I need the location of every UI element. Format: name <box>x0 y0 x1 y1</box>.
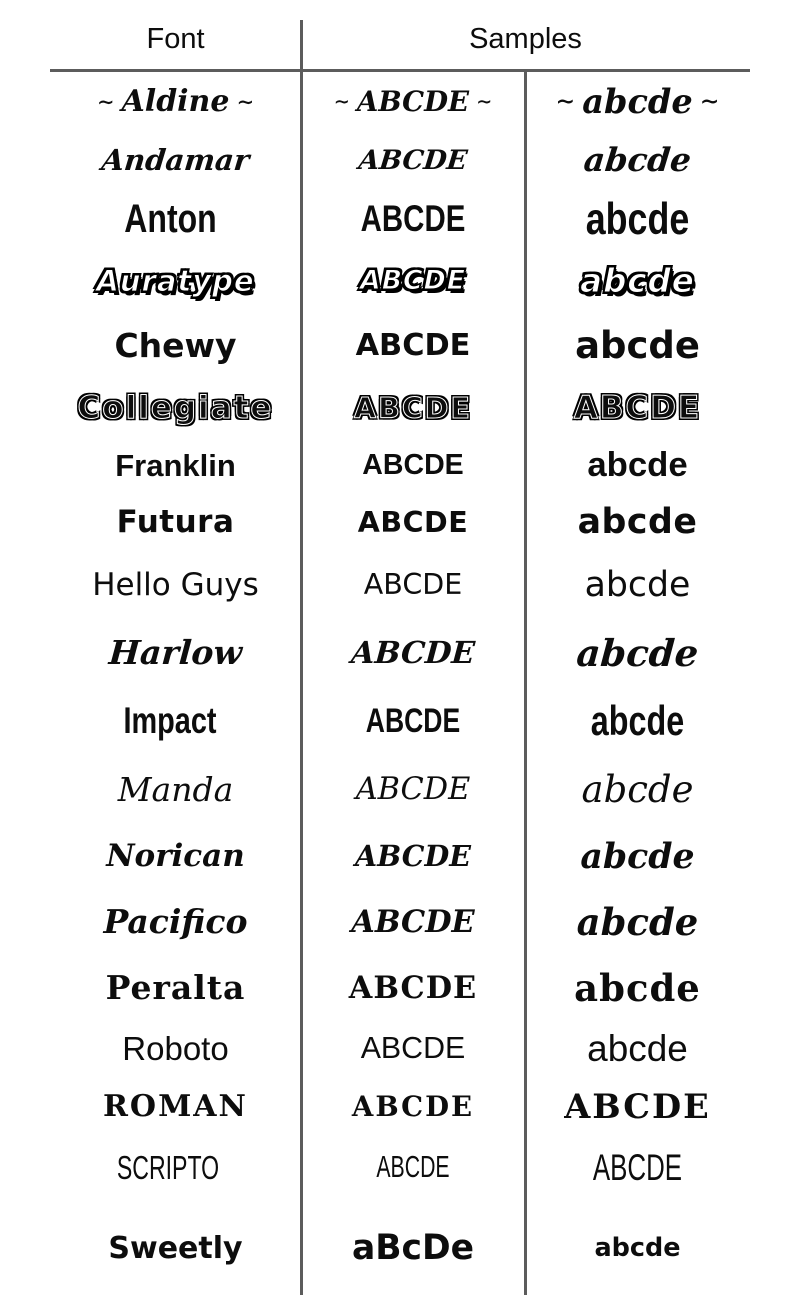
font-row-helloguys <box>0 551 750 618</box>
sample-uppercase-cell: ABCDE <box>360 1031 466 1065</box>
font-row-manda <box>0 755 750 824</box>
font-name-cell: Norican <box>106 838 245 874</box>
sample-uppercase-cell: ABCDE <box>355 327 471 363</box>
sample-uppercase-cell: ABCDE <box>362 449 464 481</box>
sample-lowercase-cell: ABCDE <box>564 1086 711 1126</box>
font-row-franklin <box>0 438 750 493</box>
font-name-cell: Roboto <box>122 1029 229 1067</box>
font-name-cell: Collegiate <box>77 390 274 426</box>
sample-uppercase-cell: ABCDE <box>357 505 469 539</box>
sample-uppercase-cell: ABCDE <box>350 634 476 671</box>
font-row-aldine <box>0 71 750 131</box>
font-row-anton <box>0 189 750 249</box>
font-row-peralta <box>0 955 750 1020</box>
sample-lowercase-cell: abcde <box>582 141 693 179</box>
font-row-roboto <box>0 1020 750 1077</box>
font-name-cell: Peralta <box>105 968 246 1007</box>
font-name-cell: Pacifico <box>103 902 248 941</box>
font-row-sweetly <box>0 1200 750 1296</box>
font-name-cell: Futura <box>116 504 235 540</box>
sample-lowercase-cell: abcde <box>587 446 688 484</box>
sample-lowercase-cell: abcde <box>576 899 699 944</box>
font-row-pacifico <box>0 888 750 955</box>
font-row-chewy <box>0 312 750 378</box>
font-name-cell: Anton <box>124 196 217 241</box>
sample-uppercase-cell: ABCDE <box>363 568 463 601</box>
sample-lowercase-cell: abcde <box>590 697 685 744</box>
font-name-cell: Franklin <box>115 447 236 483</box>
sample-lowercase-cell: abcde <box>575 630 700 675</box>
font-name-cell: Impact <box>123 700 217 741</box>
sample-lowercase-cell: abcde <box>594 1233 681 1263</box>
sample-uppercase-cell: ABCDE <box>365 701 461 740</box>
sample-uppercase-cell: ABCDE <box>354 391 472 425</box>
sample-uppercase-cell: ABCDE <box>376 1150 450 1184</box>
font-row-norican <box>0 824 750 888</box>
sample-uppercase-cell: ABCDE <box>355 839 471 873</box>
font-name-cell: Sweetly <box>108 1230 243 1266</box>
sample-lowercase-cell: abcde <box>575 323 700 367</box>
samples-column-header: Samples <box>469 22 582 55</box>
sample-lowercase-cell: abcde <box>577 502 698 542</box>
sample-lowercase-cell: ∼ abcde ∼ <box>525 71 750 131</box>
font-row-roman <box>0 1077 750 1135</box>
font-name-cell: Manda <box>117 770 234 809</box>
font-name-cell: Auratype <box>96 263 255 298</box>
sample-uppercase-cell: ∼ ABCDE ∼ <box>301 71 525 131</box>
font-row-collegiate <box>0 378 750 438</box>
font-row-andamar <box>0 131 750 189</box>
sample-lowercase-cell: abcde <box>580 835 695 877</box>
font-row-harlow <box>0 618 750 687</box>
font-row-auratype <box>0 249 750 312</box>
sample-uppercase-cell: ABCDE <box>360 265 466 296</box>
font-name-cell: Hello Guys <box>92 566 259 603</box>
sample-lowercase-cell: abcde <box>574 965 701 1010</box>
font-row-impact <box>0 687 750 755</box>
sample-lowercase-cell: abcde <box>585 193 690 244</box>
sample-lowercase-cell: abcde <box>584 564 691 605</box>
sample-lowercase-cell: abcde <box>580 261 695 300</box>
font-table-body <box>0 71 750 1296</box>
sample-uppercase-cell: ABCDE <box>348 969 478 1006</box>
font-row-scripto <box>0 1135 750 1200</box>
font-name-cell: Harlow <box>107 633 244 672</box>
font-name-cell: ∼ Aldine ∼ <box>0 71 301 131</box>
sample-lowercase-cell: ABCDE <box>573 390 702 426</box>
font-row-futura <box>0 493 750 551</box>
font-name-cell: ROMAN <box>103 1088 248 1124</box>
font-column-header: Font <box>146 22 205 55</box>
sample-uppercase-cell: ABCDE <box>360 198 466 239</box>
sample-uppercase-cell: aBcDe <box>351 1228 475 1268</box>
sample-lowercase-cell: abcde <box>581 768 694 811</box>
sample-lowercase-cell: ABCDE <box>592 1146 683 1188</box>
sample-uppercase-cell: ABCDE <box>355 772 471 807</box>
sample-uppercase-cell: ABCDE <box>351 1089 475 1123</box>
sample-lowercase-cell: abcde <box>587 1027 688 1069</box>
sample-uppercase-cell: ABCDE <box>351 903 475 940</box>
font-name-cell: Chewy <box>114 325 237 365</box>
sample-uppercase-cell: ABCDE <box>357 144 469 176</box>
font-name-cell: Andamar <box>99 143 251 177</box>
font-name-cell: SCRIPTO <box>116 1148 220 1186</box>
